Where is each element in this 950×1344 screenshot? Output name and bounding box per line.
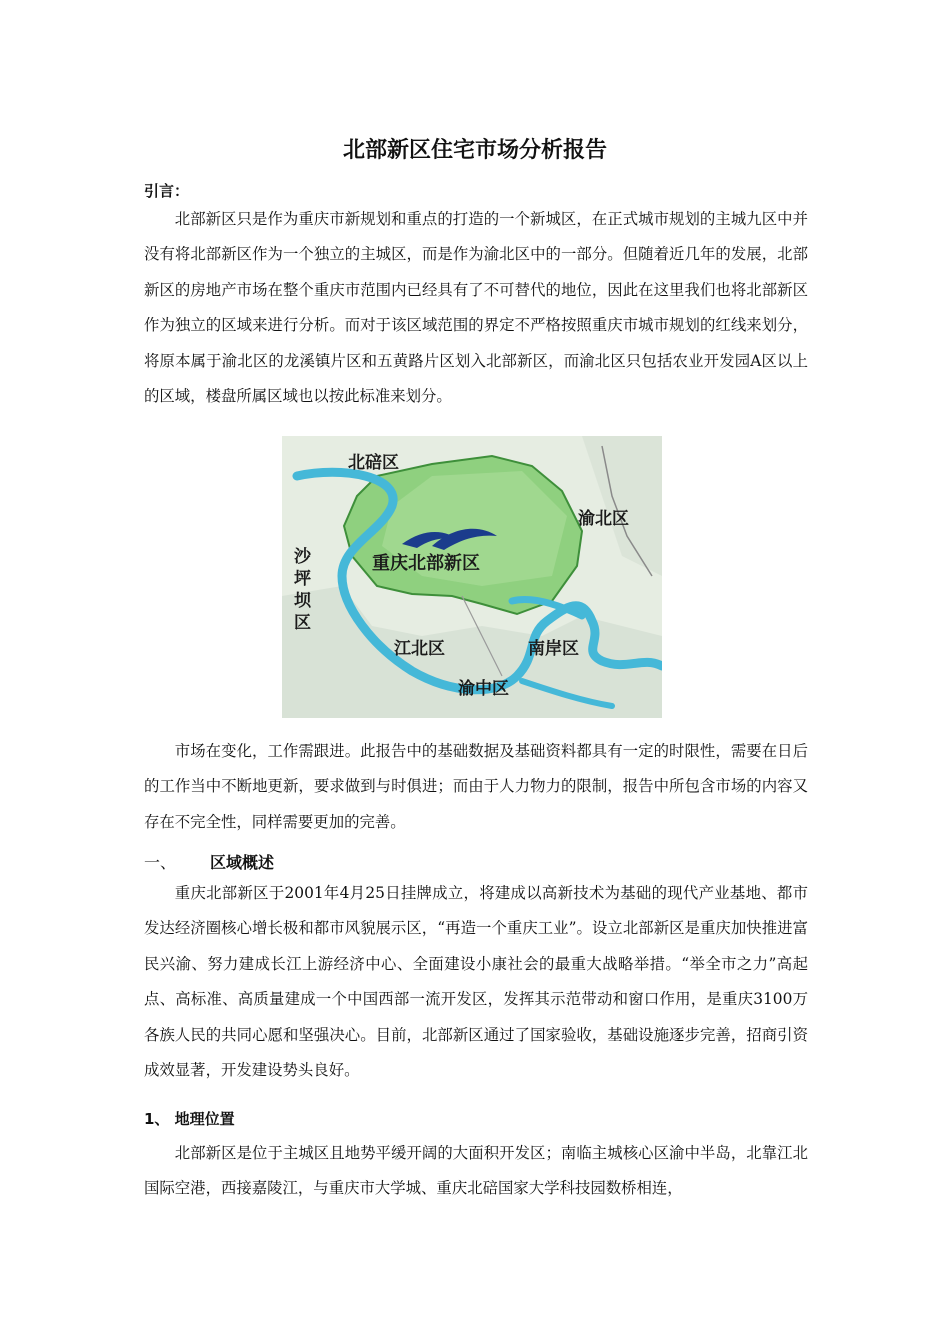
label-jiangbei: 江北区 (394, 639, 445, 659)
district-map (282, 436, 662, 718)
label-yuzhong: 渝中区 (458, 679, 509, 699)
label-shapingba-char-3: 坝 (294, 591, 311, 611)
label-shapingba-char-2: 坪 (294, 569, 311, 589)
label-shapingba-char-4: 区 (294, 613, 311, 633)
intro-paragraph-1: 北部新区只是作为重庆市新规划和重点的打造的一个新城区，在正式城市规划的主城九区中并没有将北部新区作为一个独立的主城区，而是作为渝北区中的一部分。但随着近几年的发展，北部新区的房地产市场在整个重庆市范围内已经具有了不可替代的地位，因此在这里我们也将北部新区作为独立的区域来进行分析。而对于该区域范围的界定不严格按照重庆市城市规划的红线来划分，将原本属于渝北区的龙溪镇片区和五黄路片区划入北部新区，而渝北区只包括农业开发园A区以上的区域，楼盘所属区域也以按此标准来划分。 (144, 210, 808, 406)
label-shapingba-char-1: 沙 (294, 547, 311, 567)
section-heading (144, 850, 274, 873)
section-title: 区域概述 (210, 853, 275, 872)
intro-paragraph-2: 市场在变化，工作需跟进。此报告中的基础数据及基础资料都具有一定的时限性，需要在日后的工作当中不断地更新，要求做到与时俱进；而由于人力物力的限制，报告中所包含市场的内容又存在不完全性，同样需要更加的完善。 (144, 742, 808, 831)
label-beibei: 北碚区 (348, 453, 399, 473)
label-nanan: 南岸区 (528, 639, 579, 659)
section-paragraph: 重庆北部新区于2001年4月25日挂牌成立，将建成以高新技术为基础的现代产业基地、都市发达经济圈核心增长极和都市风貌展示区，“再造一个重庆工业”。设立北部新区是重庆加快推进富民兴渝、努力建成长江上游经济中心、全面建设小康社会的最重大战略举措。“举全市之力”高起点、高标准、高质量建成一个中国西部一流开发区，发挥其示范带动和窗口作用，是重庆3100万各族人民的共同心愿和坚强决心。目前，北部新区通过了国家验收，基础设施逐步完善，招商引资成效显著，开发建设势头良好。 (144, 884, 808, 1080)
label-yubei: 渝北区 (578, 509, 629, 529)
subsection-paragraph: 北部新区是位于主城区且地势平缓开阔的大面积开发区；南临主城核心区渝中半岛，北靠江北国际空港，西接嘉陵江，与重庆市大学城、重庆北碚国家大学科技园数桥相连， (144, 1144, 808, 1198)
section-number: 一、 (144, 853, 177, 872)
intro-label: 引言： (144, 182, 190, 200)
subsection-title: 1、 地理位置 (144, 1110, 235, 1128)
page-title: 北部新区住宅市场分析报告 (342, 138, 607, 163)
label-main-district: 重庆北部新区 (372, 553, 480, 574)
